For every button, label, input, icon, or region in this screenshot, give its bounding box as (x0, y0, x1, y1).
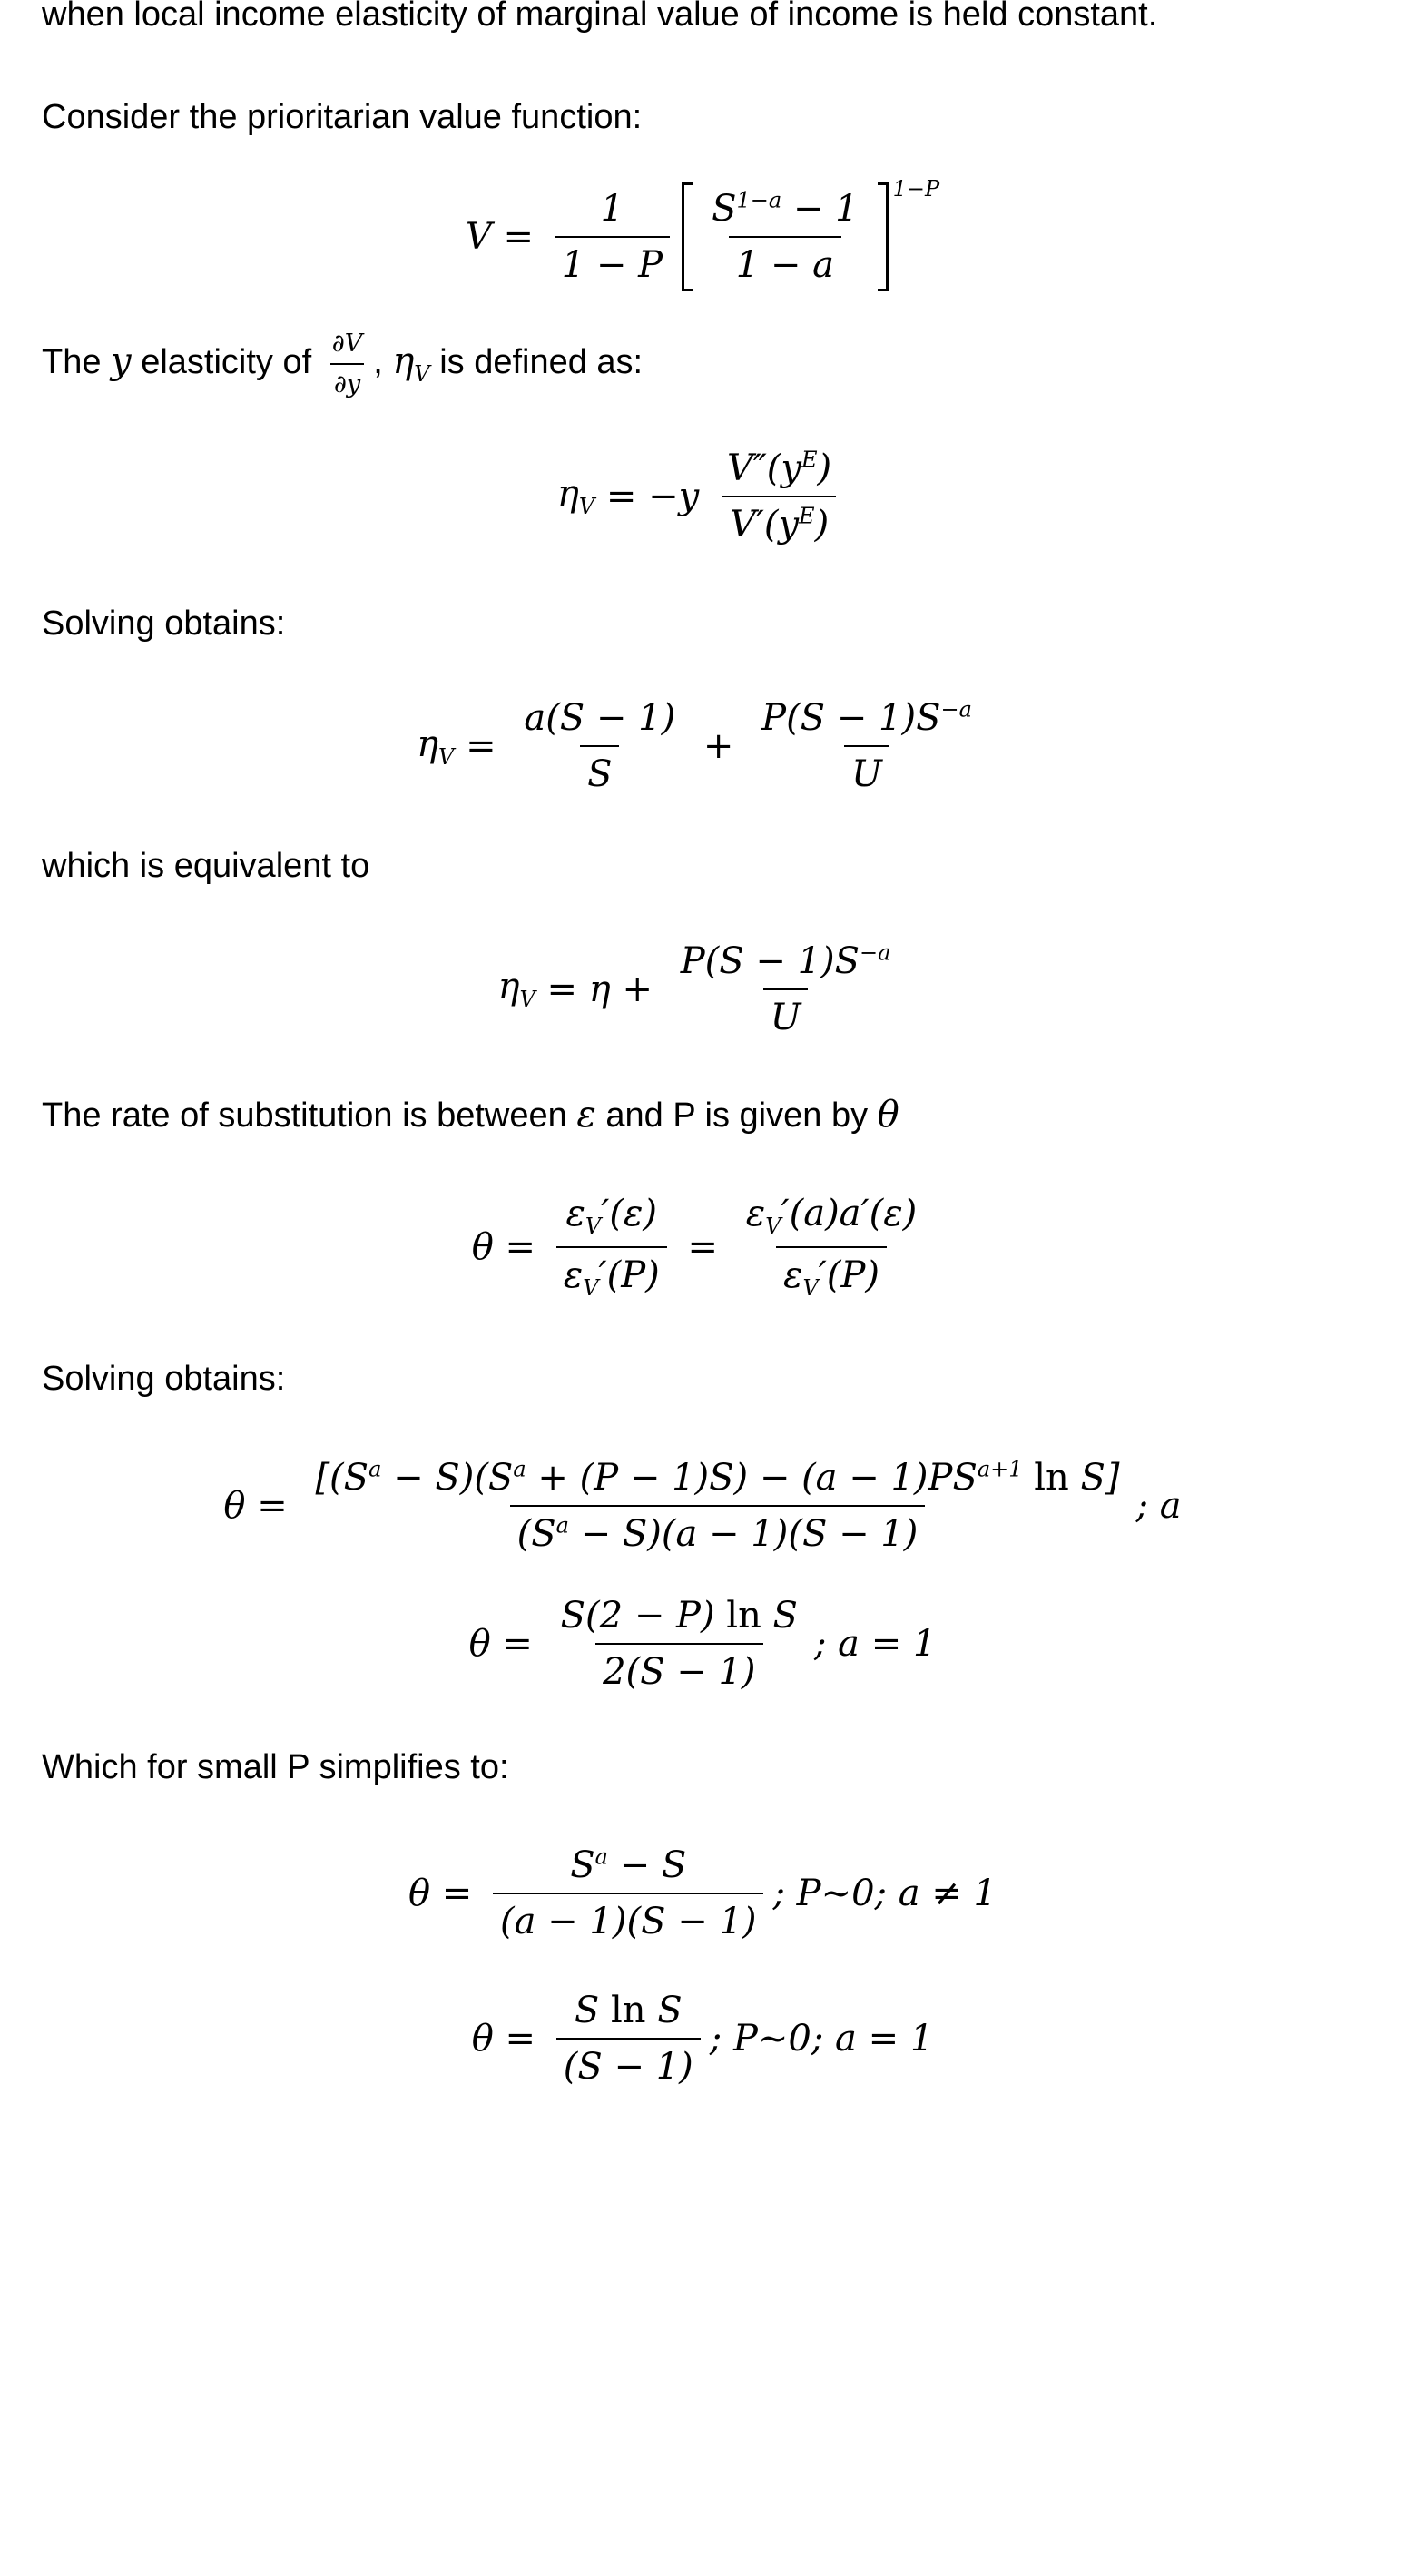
numerator (567, 1990, 690, 2038)
numerator (308, 1457, 1126, 1505)
superscript: −a (940, 697, 972, 723)
text-part: The rate of substitution is between (42, 1096, 577, 1135)
eta-subscript: V (414, 360, 430, 387)
numerator (673, 940, 899, 988)
denominator: 2(S − 1) (595, 1643, 762, 1693)
small-p-line: Which for small P simplifies to: (42, 1747, 509, 1786)
subscript: V (585, 1214, 602, 1240)
denominator: 1 − P (555, 236, 670, 286)
denominator: (S − 1) (556, 2038, 701, 2088)
superscript: a+1 (977, 1456, 1023, 1482)
numerator-part: − S)(S (381, 1456, 514, 1499)
equation-theta-small-p-a1 (42, 1990, 1363, 2088)
fraction (516, 697, 683, 795)
left-bracket (682, 182, 693, 291)
numerator: 1 (600, 187, 624, 230)
eta-subscript: V (438, 743, 455, 770)
eta-symbol (417, 723, 454, 771)
eq-lhs: V = (465, 215, 545, 258)
numerator-part: + (P − 1)S) − (a − 1)PS (526, 1456, 978, 1499)
denominator-base: V′(y (729, 503, 800, 546)
numerator-rest: − S (607, 1844, 687, 1887)
fraction (673, 940, 899, 1038)
superscript: a (555, 1512, 569, 1539)
solving-obtains-line-2: Solving obtains: (42, 1360, 286, 1399)
equation-theta-a-equals-1 (42, 1595, 1363, 1693)
text-part: , (373, 342, 393, 381)
numerator: a(S − 1) (524, 697, 676, 740)
epsilon-symbol: ε (576, 1093, 596, 1136)
numerator (704, 188, 866, 236)
text-part: elasticity of (131, 342, 321, 381)
numerator (554, 1595, 805, 1643)
epsilon-symbol: ε (782, 1254, 803, 1296)
text-part: The (42, 342, 112, 381)
equation-theta-small-p (42, 1844, 1363, 1942)
eta-base: η (417, 723, 439, 765)
numerator-part: [(S (315, 1456, 369, 1499)
numerator-part: S (657, 1990, 683, 2032)
eta-base: η (556, 473, 579, 516)
epsilon-symbol: ε (565, 1193, 585, 1235)
eq-middle: = −y (594, 475, 711, 517)
eta-subscript: V (578, 494, 595, 520)
eq-middle: = η + (535, 968, 664, 1010)
numerator (563, 1844, 693, 1893)
numerator: ∂V (331, 329, 363, 358)
equation-value-function (42, 175, 1363, 286)
equals-sign: = (454, 725, 508, 768)
theta-equals: θ = (223, 1484, 300, 1527)
eta-symbol (557, 473, 594, 520)
ln-operator: ln (714, 1594, 773, 1637)
numerator-rest: − 1 (781, 187, 859, 230)
eta-symbol (392, 339, 430, 387)
right-bracket (878, 182, 889, 291)
partial-derivative-fraction (329, 328, 366, 400)
elasticity-definition-line (42, 328, 1363, 400)
numerator (754, 697, 979, 745)
bracket-exponent: 1−P (892, 175, 940, 202)
theta-equals: θ = (468, 1622, 545, 1665)
condition-tail: ; a (1135, 1484, 1182, 1527)
superscript: 1−a (736, 187, 782, 213)
denominator (722, 496, 836, 546)
numerator-part: S] (1080, 1456, 1120, 1499)
subscript: V (802, 1274, 819, 1301)
y-variable: y (111, 339, 132, 382)
superscript: a (513, 1456, 526, 1482)
theta-equals: θ = (408, 1873, 485, 1915)
denominator (776, 1246, 887, 1302)
equation-eta-definition (42, 447, 1363, 546)
equation-theta-general (42, 1457, 1363, 1555)
theta-symbol: θ (877, 1093, 899, 1136)
numerator (739, 1193, 925, 1246)
ln-operator: ln (599, 1990, 658, 2032)
numerator-rest: ′(a)a′(ε) (781, 1193, 918, 1235)
superscript: a (594, 1844, 608, 1870)
equation-theta-definition (42, 1193, 1363, 1301)
fraction (556, 1193, 667, 1301)
numerator-base: P(S − 1)S (761, 697, 941, 740)
denominator (510, 1505, 926, 1555)
fraction (754, 697, 979, 795)
consider-line: Consider the prioritarian value function: (42, 98, 643, 137)
condition-tail: ; P~0; a ≠ 1 (772, 1873, 997, 1915)
numerator (720, 447, 839, 496)
equation-eta-equivalent (42, 940, 1363, 1038)
numerator (558, 1193, 664, 1246)
denominator (556, 1246, 667, 1302)
numerator-part: S (574, 1990, 600, 2032)
fraction (739, 1193, 925, 1301)
condition-tail: ; a = 1 (813, 1622, 937, 1665)
superscript: a (368, 1456, 382, 1482)
denominator-rest: ) (814, 503, 830, 546)
text-part: is defined as: (429, 342, 644, 381)
fraction (704, 188, 866, 286)
numerator-base: P(S − 1)S (680, 939, 860, 982)
denominator: (a − 1)(S − 1) (493, 1893, 763, 1942)
epsilon-symbol: ε (563, 1254, 584, 1296)
denominator-rest: ′(P) (818, 1254, 880, 1296)
eta-base: η (392, 339, 415, 382)
solving-obtains-line-1: Solving obtains: (42, 604, 286, 643)
theta-equals: θ = (471, 2018, 547, 2060)
denominator: ∂y (330, 363, 364, 400)
rate-of-substitution-line (42, 1091, 1363, 1138)
equals-sign: = (675, 1225, 730, 1268)
denominator: U (763, 988, 809, 1038)
numerator-base: S (570, 1844, 595, 1887)
plus-sign: + (692, 725, 746, 768)
fraction (720, 447, 839, 546)
numerator-rest: ′(ε) (601, 1193, 658, 1235)
superscript: E (799, 503, 815, 529)
eta-subscript: V (519, 986, 535, 1012)
fraction (555, 188, 670, 286)
eta-base: η (497, 965, 520, 1008)
numerator-part: S (772, 1594, 798, 1637)
numerator-part: S(2 − P) (560, 1594, 715, 1637)
denominator-part: (S (516, 1512, 556, 1555)
denominator: S (580, 745, 619, 795)
superscript: E (801, 447, 818, 473)
subscript: V (765, 1214, 781, 1240)
denominator-rest: ′(P) (598, 1254, 660, 1296)
numerator-rest: ) (817, 447, 832, 489)
intro-line: when local income elasticity of marginal value of income is held constant. (42, 0, 1158, 34)
equation-eta-solved (42, 697, 1363, 795)
denominator: U (844, 745, 889, 795)
ln-operator: ln (1022, 1456, 1081, 1499)
equivalent-line: which is equivalent to (42, 847, 370, 886)
superscript: −a (860, 939, 891, 966)
denominator: 1 − a (729, 236, 841, 286)
fraction (308, 1457, 1126, 1555)
numerator-base: S (712, 187, 737, 230)
fraction (556, 1990, 701, 2088)
condition-tail: ; P~0; a = 1 (709, 2018, 934, 2060)
denominator-part: − S)(a − 1)(S − 1) (568, 1512, 919, 1555)
fraction (493, 1844, 763, 1942)
fraction (554, 1595, 805, 1693)
eta-symbol (498, 966, 535, 1013)
text-part: and P is given by (595, 1096, 878, 1135)
subscript: V (583, 1274, 599, 1301)
numerator-base: V″(y (726, 447, 801, 489)
epsilon-symbol: ε (745, 1193, 766, 1235)
theta-equals: θ = (471, 1225, 547, 1268)
